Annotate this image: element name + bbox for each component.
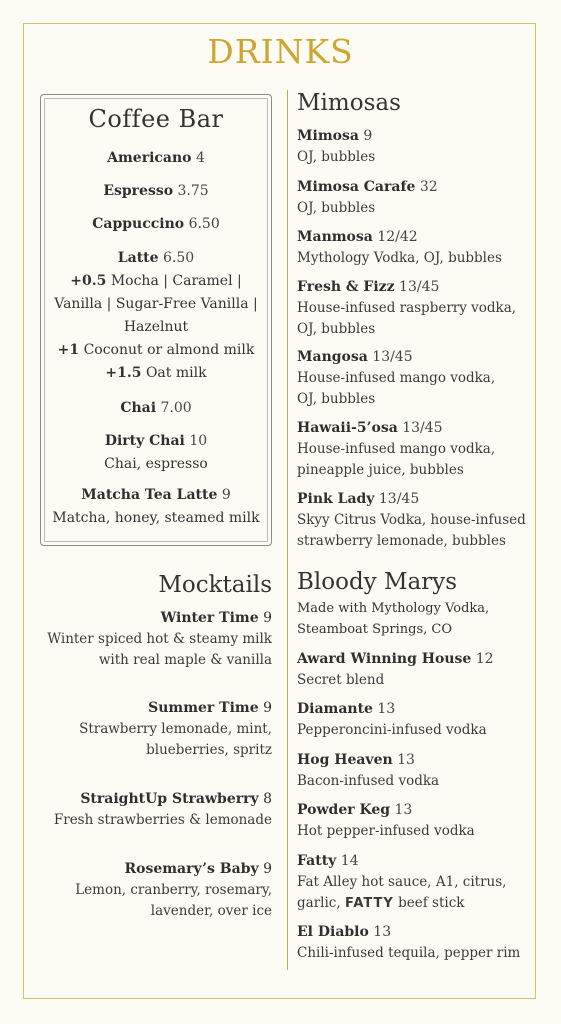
desc-text: garlic,: [297, 895, 341, 911]
item-description: Strawberry lemonade, mint,: [79, 721, 272, 737]
addon-text-line3: Hazelnut: [123, 319, 189, 335]
item-price: 9: [263, 610, 272, 626]
bloody-mary-item: [297, 922, 537, 964]
item-name: Manmosa: [297, 229, 373, 245]
mocktails-heading: Mocktails: [158, 572, 272, 598]
bloody-mary-item-fatty: [297, 851, 537, 914]
item-description: Bacon-infused vodka: [297, 773, 440, 789]
bloody-mary-item: [297, 699, 537, 741]
item-name: El Diablo: [297, 924, 369, 940]
item-description: Fresh strawberries & lemonade: [53, 812, 272, 828]
mocktail-item: [30, 859, 272, 922]
mocktail-item: [30, 608, 272, 671]
item-description: House-infused raspberry vodka,: [297, 300, 517, 316]
item-price: 13: [394, 802, 413, 818]
coffee-bar-heading: Coffee Bar: [88, 105, 224, 133]
item-description: House-infused mango vodka,: [297, 370, 496, 386]
item-price: 13: [373, 924, 392, 940]
item-price: 13: [377, 701, 396, 717]
page-title: DRINKS: [207, 32, 354, 71]
item-description: blueberries, spritz: [146, 742, 272, 758]
addon-text: Coconut or almond milk: [83, 342, 255, 358]
item-name: Dirty Chai: [104, 433, 185, 449]
coffee-item-dirty-chai: [41, 430, 271, 476]
item-price: 6.50: [163, 250, 195, 266]
item-name: Americano: [107, 150, 192, 166]
coffee-item-americano: [41, 147, 271, 170]
fatty-brand-word: FATTY: [344, 896, 394, 911]
item-description-line2: [297, 893, 537, 914]
latte-addon-flavors: [41, 270, 271, 293]
desc-text: beef stick: [398, 895, 465, 911]
item-description: Skyy Citrus Vodka, house-infused: [297, 512, 526, 528]
item-name: Fresh & Fizz: [297, 279, 395, 295]
note-line: Made with Mythology Vodka,: [297, 601, 490, 616]
item-name: Hawaii-5’osa: [297, 420, 398, 436]
item-price: 9: [363, 128, 373, 144]
item-price: 13/45: [372, 349, 413, 365]
latte-addon-oat: [41, 362, 271, 385]
item-description: Fat Alley hot sauce, A1, citrus,: [297, 874, 507, 890]
item-price: 3.75: [177, 183, 209, 199]
addon-text: Mocha | Caramel |: [110, 273, 242, 289]
item-price: 9: [263, 700, 272, 716]
mimosa-item: [297, 177, 537, 219]
item-description: OJ, bubbles: [297, 391, 376, 407]
item-name: Powder Keg: [297, 802, 391, 818]
latte-addon-milk: [41, 339, 271, 362]
bloody-marys-note: [297, 598, 537, 640]
item-price: 4: [195, 150, 205, 166]
item-description: Secret blend: [297, 672, 385, 688]
coffee-item-chai: [41, 397, 271, 420]
mocktail-item: [30, 698, 272, 761]
mimosa-item: [297, 227, 537, 269]
item-price: 32: [419, 179, 438, 195]
item-description: Hot pepper-infused vodka: [297, 823, 475, 839]
item-description: pineapple juice, bubbles: [297, 462, 464, 478]
item-price: 13: [397, 752, 415, 768]
item-price: 10: [189, 433, 208, 449]
item-price: 8: [263, 791, 272, 807]
bloody-mary-item: [297, 800, 537, 842]
column-divider: [287, 90, 288, 970]
item-name: Fatty: [297, 853, 337, 869]
item-price: 13/45: [378, 491, 420, 507]
addon-price: +1: [57, 342, 80, 358]
item-description: Winter spiced hot & steamy milk: [47, 631, 272, 647]
item-price: 9: [263, 861, 272, 877]
item-name: Mangosa: [297, 349, 368, 365]
coffee-item-latte: [41, 247, 271, 385]
item-name: Pink Lady: [297, 491, 375, 507]
item-description: Chai, espresso: [104, 456, 208, 472]
item-description: OJ, bubbles: [297, 200, 376, 216]
item-description: House-infused mango vodka,: [297, 441, 496, 457]
coffee-item-matcha: [41, 484, 271, 530]
item-name: Mimosa: [297, 128, 359, 144]
item-name: Mimosa Carafe: [297, 179, 416, 195]
item-description: strawberry lemonade, bubbles: [297, 533, 506, 549]
bloody-mary-item: [297, 649, 537, 691]
item-description: OJ, bubbles: [297, 149, 376, 165]
item-description: Chili-infused tequila, pepper rim: [297, 945, 521, 961]
coffee-item-cappuccino: [41, 213, 271, 236]
addon-price: +0.5: [70, 273, 107, 289]
bloody-marys-heading: Bloody Marys: [297, 569, 458, 595]
item-name: StraightUp Strawberry: [80, 791, 259, 807]
item-name: Espresso: [103, 183, 174, 199]
mocktail-item: [30, 789, 272, 831]
item-description: with real maple & vanilla: [98, 652, 272, 668]
item-name: Cappuccino: [92, 216, 185, 232]
mimosa-item: [297, 277, 537, 340]
item-price: 6.50: [188, 216, 220, 232]
mimosa-item: [297, 418, 537, 481]
item-name: Rosemary’s Baby: [124, 861, 259, 877]
addon-price: +1.5: [105, 365, 142, 381]
item-description: Pepperoncini-infused vodka: [297, 722, 487, 738]
item-description: Mythology Vodka, OJ, bubbles: [297, 250, 502, 266]
item-description: Matcha, honey, steamed milk: [52, 510, 260, 526]
addon-text-line2: Vanilla | Sugar-Free Vanilla |: [54, 296, 258, 312]
item-name: Chai: [120, 400, 157, 416]
mimosa-item: [297, 126, 537, 168]
item-description: OJ, bubbles: [297, 321, 376, 337]
item-name: Latte: [117, 250, 159, 266]
item-price: 7.00: [160, 400, 192, 416]
item-name: Hog Heaven: [297, 752, 393, 768]
item-name: Diamante: [297, 701, 373, 717]
mimosas-heading: Mimosas: [297, 90, 401, 116]
item-name: Summer Time: [148, 700, 259, 716]
item-name: Matcha Tea Latte: [81, 487, 218, 503]
item-price: 9: [221, 487, 231, 503]
coffee-item-espresso: [41, 180, 271, 203]
mimosa-item: [297, 347, 537, 410]
item-price: 13/45: [399, 279, 440, 295]
bloody-mary-item: [297, 750, 537, 792]
item-price: 12: [475, 651, 494, 667]
addon-text: Oat milk: [145, 365, 207, 381]
mimosa-item: [297, 489, 537, 552]
item-name: Award Winning House: [297, 651, 472, 667]
note-line: Steamboat Springs, CO: [297, 622, 452, 637]
item-price: 14: [340, 853, 359, 869]
item-description: lavender, over ice: [150, 903, 272, 919]
item-price: 13/45: [402, 420, 443, 436]
item-name: Winter Time: [160, 610, 259, 626]
coffee-bar-box: [40, 94, 272, 546]
item-price: 12/42: [377, 229, 418, 245]
item-description: Lemon, cranberry, rosemary,: [75, 882, 272, 898]
